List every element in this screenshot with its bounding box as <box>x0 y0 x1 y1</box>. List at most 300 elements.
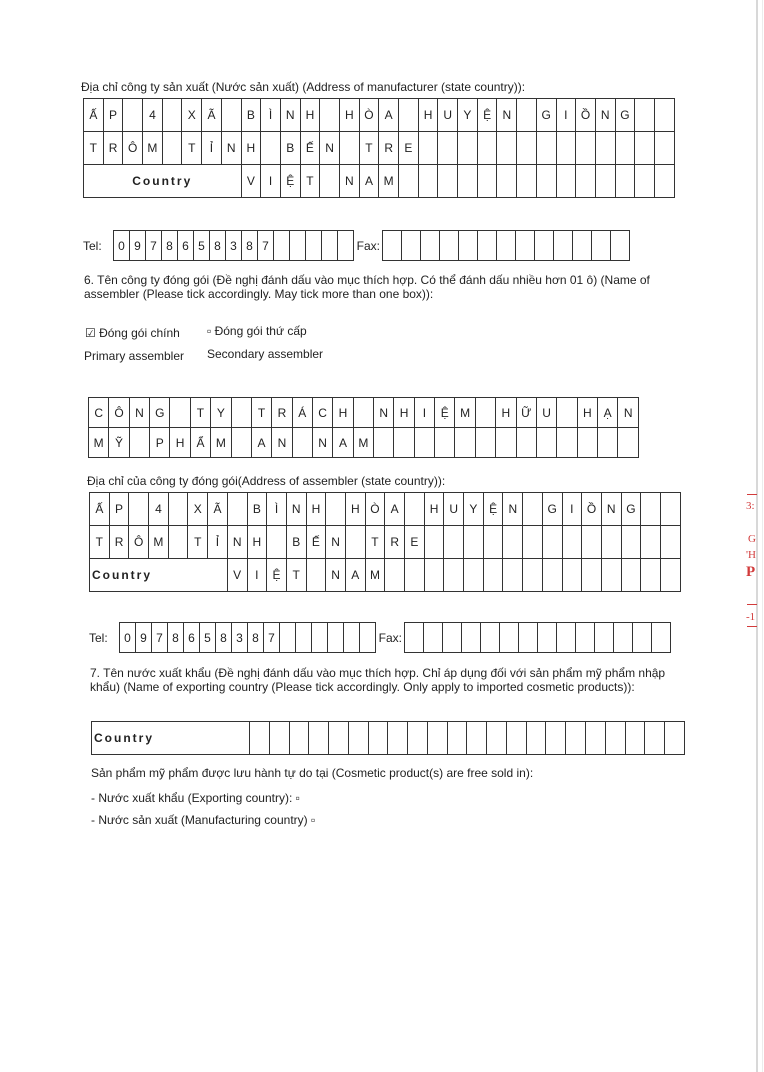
grid-cell: P <box>109 493 129 526</box>
grid-cell <box>339 132 359 165</box>
fax-digit-cell <box>440 231 459 261</box>
tel-digit-cell: 9 <box>130 231 146 261</box>
grid-cell <box>557 398 577 428</box>
grid-cell <box>129 428 149 458</box>
grid-cell <box>320 165 340 198</box>
grid-cell: I <box>414 398 434 428</box>
grid-cell: A <box>379 99 399 132</box>
grid-cell <box>595 132 615 165</box>
secondary-assembler-en: Secondary assembler <box>207 347 324 361</box>
tel-digit-cell <box>344 623 360 653</box>
grid-row <box>84 99 675 132</box>
fax-digit-cell <box>652 623 671 653</box>
grid-cell <box>477 132 497 165</box>
tel-digit-cell <box>290 231 306 261</box>
grid-cell: Ữ <box>516 398 536 428</box>
grid-cell <box>455 428 475 458</box>
fax-digit-cell <box>557 623 576 653</box>
grid-cell: R <box>385 526 405 559</box>
grid-cell: A <box>251 428 271 458</box>
assembler-name-grid <box>88 397 639 458</box>
page-edge-outer <box>762 0 763 1072</box>
grid-cell <box>368 722 388 755</box>
grid-cell: Y <box>458 99 478 132</box>
tel-fax-row <box>83 231 630 261</box>
grid-cell <box>625 722 645 755</box>
fax-digit-cell <box>554 231 573 261</box>
grid-cell: V <box>241 165 261 198</box>
stamp-fragment-4: P <box>746 564 756 580</box>
grid-cell <box>497 132 517 165</box>
grid-cell <box>660 559 680 592</box>
grid-cell: H <box>577 398 597 428</box>
grid-cell <box>444 559 464 592</box>
grid-cell <box>162 132 182 165</box>
grid-cell <box>292 428 312 458</box>
grid-cell: G <box>615 99 635 132</box>
grid-cell: Ã <box>208 493 228 526</box>
stamp-fragment-2: G <box>748 533 756 545</box>
grid-cell <box>635 132 655 165</box>
grid-cell: B <box>286 526 306 559</box>
grid-cell: Ô <box>123 132 143 165</box>
assembler-heading: 6. Tên công ty đóng gói (Đề nghị đánh dấu vào mục thích hợp. Có thể đánh dấu nhiều hơn 01 ô) (Name of assembler (Please tick accordingly. May tick more than one box)): <box>84 273 650 301</box>
fax-digit-cell <box>462 623 481 653</box>
grid-cell <box>621 526 641 559</box>
grid-cell: T <box>90 526 110 559</box>
grid-cell <box>438 165 458 198</box>
grid-cell: Ạ <box>597 398 617 428</box>
grid-cell <box>621 559 641 592</box>
grid-cell <box>546 722 566 755</box>
grid-cell <box>320 99 340 132</box>
grid-cell: I <box>562 493 582 526</box>
grid-cell <box>503 526 523 559</box>
grid-cell: N <box>272 428 292 458</box>
grid-cell <box>660 526 680 559</box>
grid-cell <box>615 165 635 198</box>
grid-cell: N <box>595 99 615 132</box>
grid-cell: V <box>227 559 247 592</box>
grid-cell: G <box>536 99 556 132</box>
fax-digit-cell <box>614 623 633 653</box>
grid-cell: R <box>109 526 129 559</box>
grid-cell <box>605 722 625 755</box>
grid-row <box>90 559 681 592</box>
grid-cell: B <box>280 132 300 165</box>
grid-cell: H <box>339 99 359 132</box>
tel-digit-cell: 8 <box>210 231 226 261</box>
grid-cell: C <box>89 398 109 428</box>
grid-cell: Ệ <box>435 398 455 428</box>
tel-digit-cell <box>322 231 338 261</box>
grid-cell: A <box>385 493 405 526</box>
grid-cell <box>374 428 394 458</box>
grid-cell <box>557 428 577 458</box>
grid-cell: M <box>379 165 399 198</box>
grid-cell <box>582 559 602 592</box>
grid-cell: N <box>503 493 523 526</box>
grid-cell: E <box>405 526 425 559</box>
tel-digit-cell <box>306 231 322 261</box>
grid-cell <box>326 493 346 526</box>
grid-cell <box>123 99 143 132</box>
grid-cell <box>586 722 606 755</box>
grid-cell <box>399 165 419 198</box>
grid-cell <box>447 722 467 755</box>
grid-cell <box>503 559 523 592</box>
fax-digit-cell <box>405 623 424 653</box>
fax-digit-cell <box>595 623 614 653</box>
grid-cell: Ã <box>202 99 222 132</box>
grid-cell <box>618 428 639 458</box>
tel-digit-cell: 7 <box>152 623 168 653</box>
page-edge <box>756 0 758 1072</box>
grid-cell: Ệ <box>477 99 497 132</box>
grid-row <box>84 132 675 165</box>
grid-cell <box>536 165 556 198</box>
grid-cell <box>562 526 582 559</box>
tel-fax-row <box>89 623 671 653</box>
assembler-address-grid <box>89 492 681 592</box>
fax-digit-cell <box>576 623 595 653</box>
grid-cell: Á <box>292 398 312 428</box>
grid-cell: H <box>300 99 320 132</box>
grid-cell: 4 <box>143 99 163 132</box>
tel-digit-cell: 7 <box>258 231 274 261</box>
tel-digit-cell: 6 <box>178 231 194 261</box>
grid-cell <box>595 165 615 198</box>
grid-cell <box>168 493 188 526</box>
grid-cell: P <box>103 99 123 132</box>
grid-cell: M <box>455 398 475 428</box>
stamp-line-2 <box>747 604 757 605</box>
fax-digit-cell <box>383 231 402 261</box>
grid-cell <box>418 132 438 165</box>
fax-digit-cell <box>573 231 592 261</box>
tel-digit-cell: 6 <box>184 623 200 653</box>
grid-cell: H <box>345 493 365 526</box>
tel-digit-cell <box>312 623 328 653</box>
stamp-fragment-3: 'H <box>746 549 756 561</box>
grid-cell <box>597 428 617 458</box>
grid-cell <box>477 165 497 198</box>
tel-digit-cell: 0 <box>114 231 130 261</box>
fax-label: Fax: <box>354 231 383 261</box>
grid-cell: E <box>399 132 419 165</box>
grid-cell <box>269 722 289 755</box>
grid-cell <box>329 722 349 755</box>
grid-cell: H <box>333 398 353 428</box>
grid-row <box>89 398 639 428</box>
manufacturer-address-label: Địa chỉ công ty sản xuất (Nước sản xuất) (Address of manufacturer (state country)): <box>81 80 526 94</box>
grid-cell: X <box>188 493 208 526</box>
grid-cell <box>170 398 190 428</box>
tel-digit-cell <box>296 623 312 653</box>
assembler-address-label: Địa chỉ của công ty đóng gói(Address of assembler (state country)): <box>87 474 446 488</box>
grid-cell: I <box>556 99 576 132</box>
country-label-cell: Country <box>84 165 242 198</box>
grid-cell <box>523 493 543 526</box>
primary-assembler-en: Primary assembler <box>84 349 185 363</box>
grid-cell: Ò <box>365 493 385 526</box>
secondary-assembler-option[interactable]: ▫ Đóng gói thứ cấp <box>207 324 307 338</box>
grid-cell: Ấ <box>90 493 110 526</box>
fax-digit-cell <box>516 231 535 261</box>
grid-cell <box>458 165 478 198</box>
grid-cell: Y <box>211 398 231 428</box>
tel-digit-cell: 8 <box>242 231 258 261</box>
grid-cell: N <box>618 398 639 428</box>
grid-cell <box>517 99 537 132</box>
grid-cell: G <box>621 493 641 526</box>
country-label-cell: Country <box>90 559 228 592</box>
fax-digit-cell <box>519 623 538 653</box>
grid-cell <box>526 722 546 755</box>
grid-cell <box>517 165 537 198</box>
grid-cell: 4 <box>149 493 169 526</box>
grid-cell <box>582 526 602 559</box>
tel-digit-cell: 7 <box>146 231 162 261</box>
grid-cell <box>306 559 326 592</box>
grid-cell <box>483 526 503 559</box>
manufacturer-tel-fax-row <box>83 230 630 261</box>
grid-cell: B <box>247 493 267 526</box>
grid-cell <box>542 559 562 592</box>
grid-cell <box>641 493 661 526</box>
grid-cell: C <box>312 398 332 428</box>
grid-cell <box>556 132 576 165</box>
grid-cell: T <box>286 559 306 592</box>
grid-cell <box>536 428 556 458</box>
grid-cell <box>517 132 537 165</box>
grid-cell: Ô <box>129 526 149 559</box>
grid-cell <box>523 559 543 592</box>
grid-cell: Ì <box>261 99 281 132</box>
grid-cell: Ế <box>300 132 320 165</box>
primary-assembler-option[interactable]: ☑ Đóng gói chính <box>85 326 180 340</box>
manufacturing-country-option[interactable]: - Nước sản xuất (Manufacturing country) ▫ <box>91 813 316 827</box>
tel-digit-cell: 8 <box>216 623 232 653</box>
grid-cell: N <box>286 493 306 526</box>
grid-cell <box>523 526 543 559</box>
grid-cell <box>635 99 655 132</box>
grid-cell: N <box>129 398 149 428</box>
grid-cell: M <box>353 428 373 458</box>
fax-label: Fax: <box>376 623 405 653</box>
grid-row <box>90 493 681 526</box>
grid-cell <box>345 526 365 559</box>
grid-cell: N <box>227 526 247 559</box>
tel-digit-cell <box>338 231 354 261</box>
grid-cell <box>227 493 247 526</box>
grid-cell <box>408 722 428 755</box>
grid-cell <box>654 165 674 198</box>
grid-cell: N <box>339 165 359 198</box>
tel-digit-cell: 8 <box>162 231 178 261</box>
fax-digit-cell <box>500 623 519 653</box>
grid-cell <box>309 722 329 755</box>
grid-cell: M <box>143 132 163 165</box>
grid-cell <box>506 722 526 755</box>
grid-cell <box>231 398 251 428</box>
grid-cell: Ế <box>306 526 326 559</box>
grid-cell: Ỉ <box>208 526 228 559</box>
grid-cell: H <box>247 526 267 559</box>
grid-cell: Ệ <box>483 493 503 526</box>
grid-cell <box>221 99 241 132</box>
tel-digit-cell: 3 <box>232 623 248 653</box>
tel-digit-cell <box>280 623 296 653</box>
fax-digit-cell <box>611 231 630 261</box>
grid-cell <box>424 559 444 592</box>
grid-cell <box>665 722 685 755</box>
grid-cell <box>464 526 484 559</box>
grid-cell: Ò <box>359 99 379 132</box>
grid-cell <box>464 559 484 592</box>
grid-cell <box>405 493 425 526</box>
grid-cell <box>660 493 680 526</box>
fax-digit-cell <box>459 231 478 261</box>
grid-cell <box>516 428 536 458</box>
tel-digit-cell: 5 <box>200 623 216 653</box>
fax-digit-cell <box>592 231 611 261</box>
fax-digit-cell <box>538 623 557 653</box>
grid-cell: I <box>247 559 267 592</box>
grid-cell <box>162 99 182 132</box>
grid-cell <box>635 165 655 198</box>
grid-cell <box>353 398 373 428</box>
grid-cell: A <box>359 165 379 198</box>
grid-cell: N <box>312 428 332 458</box>
grid-cell: Ỉ <box>202 132 222 165</box>
grid-cell: Ỹ <box>109 428 129 458</box>
grid-cell: N <box>374 398 394 428</box>
tel-digit-cell: 8 <box>168 623 184 653</box>
manufacturer-address-grid <box>83 98 675 198</box>
stamp-line-3 <box>747 626 757 627</box>
grid-cell: A <box>333 428 353 458</box>
grid-cell <box>645 722 665 755</box>
grid-cell <box>289 722 309 755</box>
tel-digit-cell <box>360 623 376 653</box>
grid-cell: T <box>182 132 202 165</box>
grid-cell <box>414 428 434 458</box>
grid-cell <box>394 428 414 458</box>
grid-cell: T <box>300 165 320 198</box>
grid-cell: M <box>149 526 169 559</box>
grid-cell <box>427 722 447 755</box>
grid-cell: R <box>379 132 399 165</box>
grid-cell: R <box>103 132 123 165</box>
fax-digit-cell <box>497 231 516 261</box>
grid-cell: Ấ <box>84 99 104 132</box>
grid-cell: H <box>394 398 414 428</box>
grid-cell <box>536 132 556 165</box>
grid-cell <box>267 526 287 559</box>
grid-cell: U <box>536 398 556 428</box>
grid-cell <box>487 722 507 755</box>
grid-cell: N <box>221 132 241 165</box>
grid-cell: T <box>190 398 210 428</box>
grid-cell: Ệ <box>280 165 300 198</box>
free-sale-label: Sản phẩm mỹ phẩm được lưu hành tự do tại (Cosmetic product(s) are free sold in): <box>91 766 534 780</box>
grid-cell <box>566 722 586 755</box>
grid-cell <box>562 559 582 592</box>
grid-cell <box>483 559 503 592</box>
grid-cell: Ệ <box>267 559 287 592</box>
fax-digit-cell <box>421 231 440 261</box>
grid-cell: R <box>272 398 292 428</box>
tel-label: Tel: <box>83 238 102 253</box>
grid-cell: T <box>188 526 208 559</box>
grid-cell <box>418 165 438 198</box>
grid-cell <box>475 398 495 428</box>
grid-cell: U <box>444 493 464 526</box>
grid-cell <box>601 559 621 592</box>
grid-cell: Ô <box>109 398 129 428</box>
grid-cell <box>615 132 635 165</box>
grid-cell: N <box>601 493 621 526</box>
grid-cell <box>601 526 621 559</box>
grid-cell: Ồ <box>582 493 602 526</box>
stamp-line <box>747 494 757 495</box>
grid-cell <box>556 165 576 198</box>
grid-cell: Ẩ <box>190 428 210 458</box>
export-country-heading: 7. Tên nước xuất khẩu (Đề nghị đánh dấu vào mục thích hợp. Chỉ áp dụng đối với sản phẩm mỹ phẩm nhập khẩu) (Name of exporting country (Please tick accordingly. Only apply to imported cosmetic products)): <box>90 666 666 694</box>
grid-cell: H <box>170 428 190 458</box>
grid-cell: N <box>326 526 346 559</box>
grid-row <box>89 428 639 458</box>
grid-cell <box>348 722 368 755</box>
fax-digit-cell <box>478 231 497 261</box>
tel-digit-cell <box>274 231 290 261</box>
tel-digit-cell <box>328 623 344 653</box>
grid-cell: U <box>438 99 458 132</box>
tel-digit-cell: 7 <box>264 623 280 653</box>
grid-cell <box>231 428 251 458</box>
fax-digit-cell <box>424 623 443 653</box>
grid-cell: N <box>320 132 340 165</box>
tel-digit-cell: 9 <box>136 623 152 653</box>
grid-cell <box>385 559 405 592</box>
grid-cell <box>576 165 596 198</box>
grid-cell: H <box>306 493 326 526</box>
grid-cell: Ồ <box>576 99 596 132</box>
grid-cell: A <box>345 559 365 592</box>
grid-cell: T <box>251 398 271 428</box>
grid-cell: N <box>280 99 300 132</box>
fax-digit-cell <box>633 623 652 653</box>
grid-row <box>92 722 685 755</box>
grid-cell <box>467 722 487 755</box>
exporting-country-option[interactable]: - Nước xuất khẩu (Exporting country): ▫ <box>91 791 300 805</box>
fax-digit-cell <box>535 231 554 261</box>
grid-cell <box>641 526 661 559</box>
grid-cell <box>399 99 419 132</box>
grid-cell <box>542 526 562 559</box>
grid-cell: T <box>365 526 385 559</box>
grid-cell <box>496 428 516 458</box>
export-country-grid <box>91 721 685 755</box>
grid-cell <box>576 132 596 165</box>
grid-cell: T <box>84 132 104 165</box>
grid-cell: N <box>497 99 517 132</box>
grid-cell: G <box>150 398 170 428</box>
tel-digit-cell: 5 <box>194 231 210 261</box>
grid-row <box>84 165 675 198</box>
grid-cell <box>261 132 281 165</box>
